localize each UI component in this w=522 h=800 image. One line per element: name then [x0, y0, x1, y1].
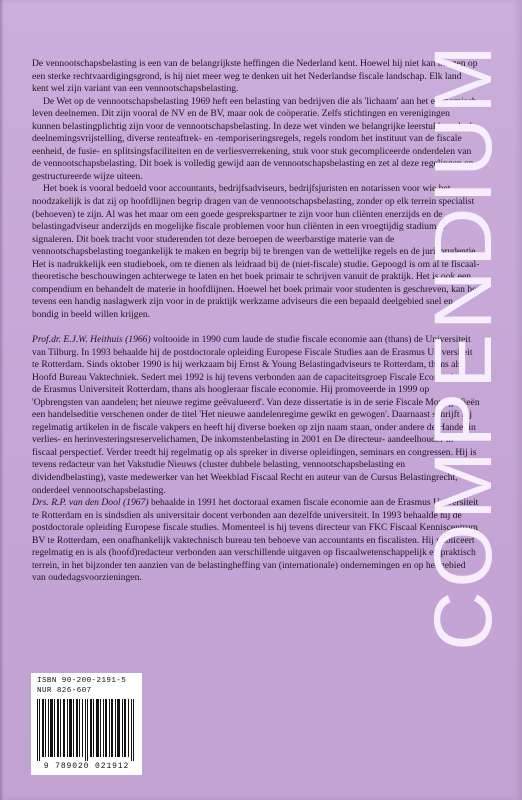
barcode-digits: 9 789020 021912	[43, 762, 130, 771]
series-title: COMPENDIUM	[418, 41, 509, 651]
series-title-vertical	[418, 40, 509, 652]
author-bio-heithuis-text: voltooide in 1990 cum laude de studie fiscale economie aan (thans) de Universiteit van Tilburg. In 1993 behaalde hij de postdoctorale opleiding Europese Fiscale Studies aan de Erasmus Universiteit te Rotterdam. Sinds oktober 1990 is hij werkzaam bij Ernst & Young Belastingadviseurs te Rotterdam, thans als Hoofd Bureau Vaktechniek. Sedert mei 1992 is hij tevens verbonden aan de capaciteitsgroep Fiscale Economie van de Erasmus Universiteit Rotterdam, thans als hoogleraar fiscale economie. Hij promoveerde in 1999 op 'Opbrengsten van aandelen; het nieuwe regime geëvalueerd'. Van deze dissertatie is in de serie Fiscale Monografieën een handelseditie verschenen onder de titel 'Het nieuwe aandelenregime gewikt en gewogen'. Daarnaast schrijft hij regelmatig artikelen in de fiscale vakpers en heeft hij diverse boeken op zijn naam staan, onder andere de Handel in verlies- en herinvesteringsreservelichamen, De inkomstenbelasting in 2001 en De directeur- aandeelhouder in fiscaal perspectief. Verder treedt hij regelmatig op als spreker in diverse opleidingen, seminars en congressen. Hij is tevens redacteur van het Vakstudie Nieuws (cluster dubbele belasting, vennootschapsbelasting en dividendbelasting), vaste medewerker van het Weekblad Fiscaal Recht en auteur van de Cursus Belastingrecht, onderdeel vennootschapsbelasting.	[32, 333, 480, 496]
blurb-paragraph-3: Het boek is vooral bedoeld voor accountants, bedrijfsadviseurs, bedrijfsjuristen en notarissen voor wie het noodzakelijk is dat zij op hoofdlijnen begrip dragen van de vennootschapsbelasting, zonder op elk terrein specialist (behoeven) te zijn. Al was het maar om een goede gesprekspartner te zijn voor hun cliënten enerzijds en de belastingadviseur anderzijds en mogelijke fiscale problemen voor hun cliënten in een vroegtijdig stadium te signaleren. Dit boek tracht voor studerenden tot deze beroepen de weerbarstige materie van de vennootschapsbelasting toegankelijk te maken en begrip bij te brengen van de wettelijke regels en de jurisprudentie. Het is nadrukkelijk een studieboek, om te dienen als leidraad bij de (niet-fiscale) studie. Gepoogd is om al te fiscaal-theoretische beschouwingen achterwege te laten en het boek primair te schrijven vanuit de praktijk. Het is ook een compendium en behandelt de materie in hoofdlijnen. Hoewel het boek primair voor studenten is geschreven, kan het tevens een handig naslagwerk zijn voor in de praktijk werkzame adviseurs die een bepaald deelgebied snel en bondig in beeld willen krijgen.	[32, 183, 480, 320]
author-bio-van-den-dool	[32, 497, 480, 585]
nur-code: NUR 826-607	[37, 687, 92, 695]
author-bio-heithuis	[32, 334, 480, 497]
blurb-paragraph-2: De Wet op de vennootschapsbelasting 1969 heft een belasting van bedrijven die als 'lichaam' aan het economisch leven deelnemen. Dit zijn vooral de NV en de BV, maar ook de coöperatie. Zelfs stichtingen en verenigingen kunnen belastingplichtig zijn voor de vennootschapsbelasting. In deze wet vinden we belangrijke leerstukken als de deelnemingsvrijstelling, diverse renteaftrek- en -temporiseringsregels, regels rondom het instituut van de fiscale eenheid, de fusie- en splitsingsfaciliteiten en de verliesverrekening, stuk voor stuk gecompliceerde onderdelen van de vennootschapsbelasting. Dit boek is volledig gewijd aan de vennootschapsbelasting en zet al deze regelingen op gestructureerde wijze uiteen.	[32, 95, 477, 182]
author-name-heithuis: Prof.dr. E.J.W. Heithuis (1966)	[32, 333, 151, 345]
spine-edge	[0, 0, 4, 800]
blurb-paragraph-1: De vennootschapsbelasting is een van de belangrijkste heffingen die Nederland kent. Hoewel hij niet kan beogen op een sterke rechtvaardigingsgrond, is hij niet meer weg te denken uit het Nederlandse fiscale landschap. Elk land kent wel zijn variant van een vennootschapsbelasting.	[32, 58, 478, 95]
barcode-label	[31, 673, 142, 775]
author-name-van-den-dool: Drs. R.P. van den Dool (1967)	[32, 497, 149, 509]
blurb-text	[32, 58, 480, 585]
barcode-bars	[37, 699, 136, 761]
author-bio-van-den-dool-text: behaalde in 1991 het doctoraal examen fiscale economie aan de Erasmus Universiteit te Rotterdam en is sindsdien als universitair docent verbonden aan dezelfde universiteit. In 1993 behaalde hij de postdoctorale opleiding Europese fiscale studies. Momenteel is hij tevens directeur van FKC Fiscaal Kenniscentrum BV te Rotterdam, een onafhankelijk vaktechnisch bureau ten behoeve van accountants en fiscalisten. Hij publiceert regelmatig en is als (hoofd)redacteur verbonden aan verschillende uitgaven op fiscaalwetenschappelijk en praktisch terrein, in het bijzonder ten aanzien van de belastingheffing van (internationale) ondernemingen en op het gebied van oudedagsvoorzieningen.	[32, 497, 479, 584]
isbn-number: ISBN 90-200-2191-5	[37, 677, 127, 685]
